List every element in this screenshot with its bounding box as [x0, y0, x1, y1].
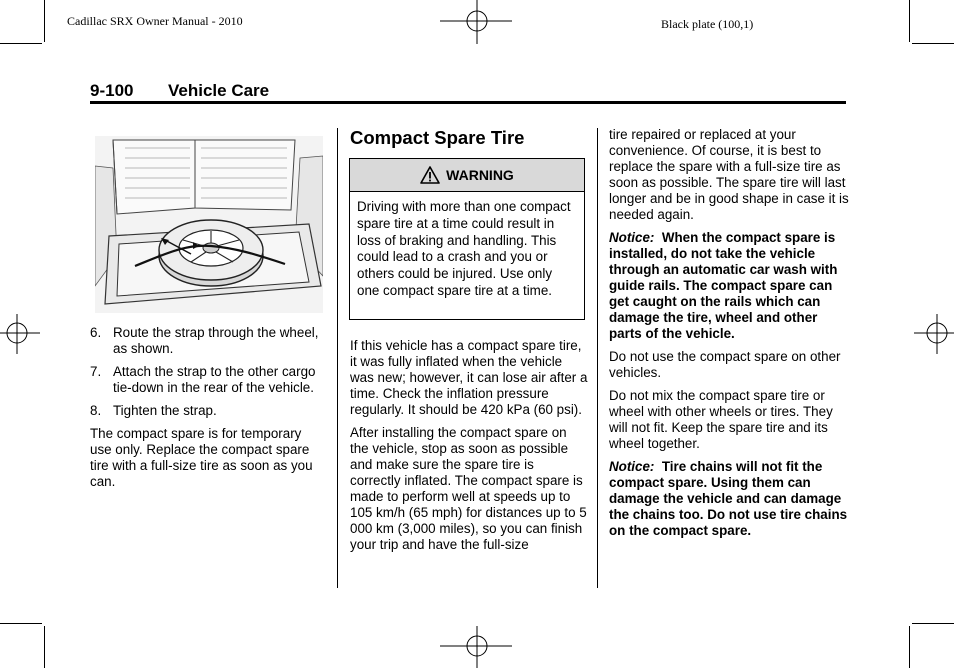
middle-column: [350, 338, 588, 560]
section-title: Vehicle Care: [168, 81, 270, 100]
tire-chains-notice: [609, 459, 849, 539]
speed-limit-paragraph: After installing the compact spare on the vehicle, stop as soon as possible and make sure the spare tire is correctly inflated. The compact spare is made to perform well at speeds up to 105 km/h (65 mph) for distances up to 5 000 km (3,000 miles), so you can finish your trip and have the full-size: [350, 425, 587, 552]
registration-mark-bottom: [440, 624, 516, 668]
registration-mark-left: [0, 310, 46, 356]
step-text: Tighten the strap.: [113, 403, 217, 418]
step-item: [90, 403, 326, 419]
step-number: 6.: [90, 325, 102, 340]
replacement-paragraph: tire repaired or replaced at your convenience. Of course, it is best to replace the spare with a full-size tire as soon as possible. The spare tire will last longer and be in good shape in case it is needed again.: [609, 127, 849, 222]
warning-label: WARNING: [446, 167, 514, 183]
page-number: 9-100: [90, 81, 134, 100]
step-text: Route the strap through the wheel, as shown.: [113, 325, 319, 356]
plate-info-right: Black plate (100,1): [661, 17, 754, 31]
step-list: [90, 325, 326, 419]
step-number: 7.: [90, 364, 102, 379]
spare-tire-illustration: [95, 136, 323, 313]
warning-box: [349, 158, 585, 320]
warning-icon: [420, 166, 440, 184]
column-divider-1: [337, 128, 338, 588]
plate-info-left: Cadillac SRX Owner Manual - 2010: [67, 14, 243, 28]
section-heading: Compact Spare Tire: [350, 127, 525, 148]
registration-mark-right: [908, 310, 954, 356]
registration-mark-top: [440, 0, 516, 46]
left-column: [90, 325, 326, 497]
step-item: [90, 364, 326, 396]
notice-label: Notice:: [609, 459, 655, 474]
right-column: [609, 127, 849, 546]
notice-text: Tire chains will not fit the compact spare. Using them can damage the vehicle and can damage the chains too. Do not use tire chains on the compact spare.: [609, 459, 848, 538]
car-wash-notice: [609, 230, 849, 342]
notice-label: Notice:: [609, 230, 655, 245]
notice-text: When the compact spare is installed, do not take the vehicle through an automatic car wash with guide rails. The compact spare can get caught on the rails which can damage the tire, wheel and other parts of the vehicle.: [609, 230, 838, 341]
mixing-paragraph: Do not mix the compact spare tire or wheel with other wheels or tires. They will not fit. Keep the spare tire and its wheel together.: [609, 388, 833, 451]
column-divider-2: [597, 128, 598, 588]
header-rule: [90, 101, 846, 104]
step-number: 8.: [90, 403, 102, 418]
step-item: [90, 325, 326, 357]
step-text: Attach the strap to the other cargo tie-down in the rear of the vehicle.: [113, 364, 316, 395]
section-header: [90, 81, 269, 101]
warning-header: [350, 159, 584, 192]
temporary-use-paragraph: The compact spare is for temporary use only. Replace the compact spare tire with a full-size tire as soon as you can.: [90, 426, 313, 489]
warning-text: Driving with more than one compact spare tire at a time could result in loss of braking and handling. This could lead to a crash and you or others could be injured. Use only one compact spare tire at a time.: [357, 199, 571, 298]
inflation-paragraph: If this vehicle has a compact spare tire, it was fully inflated when the vehicle was new; however, it can lose air after a time. Check the inflation pressure regularly. It should be 420 kPa (60 psi).: [350, 338, 588, 417]
other-vehicles-paragraph: Do not use the compact spare on other vehicles.: [609, 349, 841, 380]
